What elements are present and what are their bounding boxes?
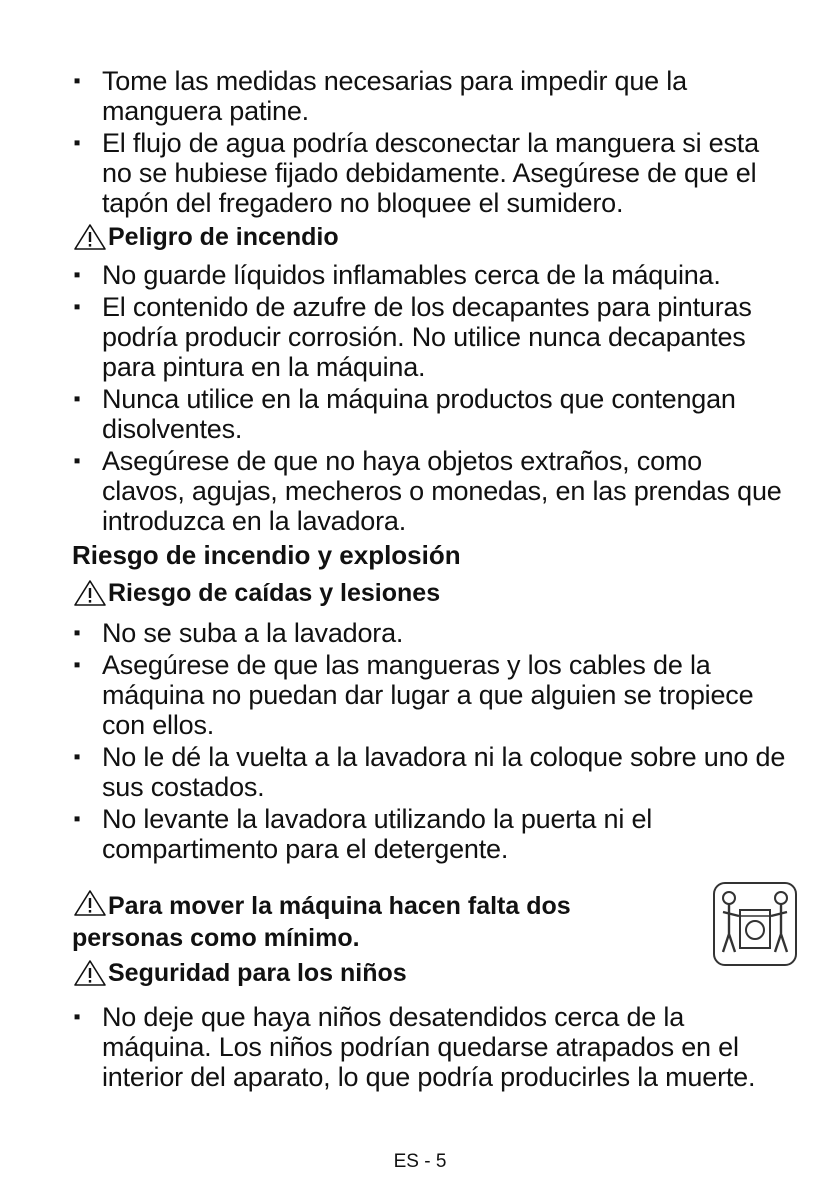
list-item: ▪ El flujo de agua podría desconectar la manguera si esta no se hubiese fijado debidamente. Asegúrese de que el tapón del fregadero no bloquee el sumidero. <box>73 128 759 218</box>
two-person-lift-icon <box>713 882 797 966</box>
child-safety-heading: Seguridad para los niños <box>72 958 407 988</box>
list-item: ▪ No deje que haya niños desatendidos cerca de la máquina. Los niños podrían quedarse atrapados en el interior del aparato, lo que podría producirles la muerte. <box>73 1002 756 1092</box>
list-item: ▪ Tome las medidas necesarias para impedir que la manguera patine. <box>73 66 687 126</box>
falls-risk-heading: Riesgo de caídas y lesiones <box>72 578 440 608</box>
warning-triangle-icon <box>72 222 108 252</box>
warning-triangle-icon <box>72 888 108 918</box>
falls-safety-list <box>70 618 790 866</box>
list-item: ▪ No se suba a la lavadora. <box>73 618 404 648</box>
warning-triangle-icon <box>72 958 108 988</box>
warning-triangle-icon <box>72 578 108 608</box>
list-item: ▪ No levante la lavadora utilizando la puerta ni el compartimento para el detergente. <box>73 804 653 864</box>
list-item: ▪ Nunca utilice en la máquina productos que contengan disolventes. <box>73 384 736 444</box>
child-safety-list <box>70 1002 790 1094</box>
hose-safety-list <box>70 66 790 220</box>
explosion-risk-heading: Riesgo de incendio y explosión <box>72 540 461 570</box>
two-person-heading: Para mover la máquina hacen falta dos personas como mínimo. <box>72 888 672 954</box>
page-number: ES - 5 <box>393 1151 447 1172</box>
list-item: ▪ Asegúrese de que no haya objetos extraños, como clavos, agujas, mecheros o monedas, en las prendas que introduzca en la lavadora. <box>73 446 782 536</box>
list-item: ▪ Asegúrese de que las mangueras y los cables de la máquina no puedan dar lugar a que alguien se tropiece con ellos. <box>73 650 754 740</box>
list-item: ▪ No guarde líquidos inflamables cerca de la máquina. <box>73 260 721 290</box>
fire-safety-list <box>70 260 790 538</box>
fire-danger-heading: Peligro de incendio <box>72 222 339 252</box>
list-item: ▪ No le dé la vuelta a la lavadora ni la coloque sobre uno de sus costados. <box>73 742 786 802</box>
list-item: ▪ El contenido de azufre de los decapantes para pinturas podría producir corrosión. No utilice nunca decapantes para pintura en la máquina. <box>73 292 752 382</box>
